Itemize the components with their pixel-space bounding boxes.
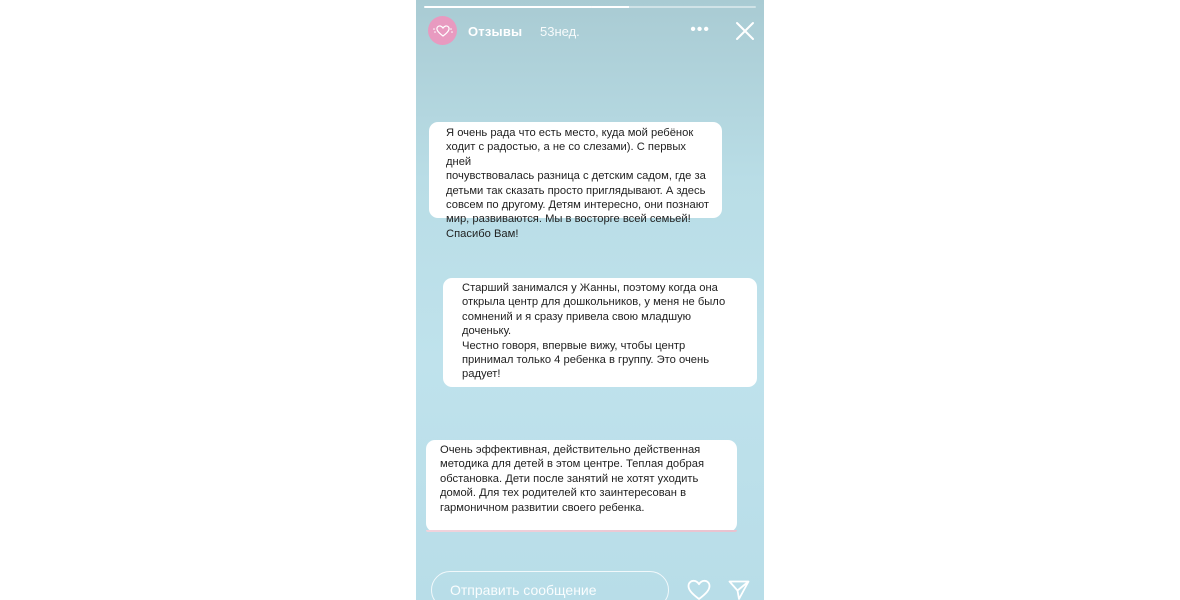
progress-fill-2 bbox=[591, 6, 629, 8]
progress-segment-1 bbox=[424, 6, 592, 8]
progress-segment-2 bbox=[591, 6, 756, 8]
review-bubble-1: Я очень рада что есть место, куда мой ребёнок ходит с радостью, а не со слезами). С первых дней почувствовалась разница с детским садом, где за детьми так сказать просто приглядывают. А здесь совсем по другому. Детям интересно, они познают мир, развиваются. Мы в восторге всей семьей! Спасибо Вам! bbox=[429, 122, 722, 218]
reply-bar bbox=[431, 571, 761, 600]
account-name[interactable]: Отзывы bbox=[468, 24, 523, 39]
send-message-input[interactable] bbox=[431, 571, 669, 600]
progress-fill-1 bbox=[424, 6, 592, 8]
send-icon[interactable] bbox=[728, 579, 750, 600]
review-bubble-3: Очень эффективная, действительно действенная методика для детей в этом центре. Теплая добрая обстановка. Дети после занятий не хотят уходить домой. Для тех родителей кто заинтересован в гармоничном развитии своего ребенка. bbox=[426, 440, 737, 532]
close-icon[interactable] bbox=[734, 20, 756, 42]
heart-icon[interactable] bbox=[687, 579, 711, 600]
review-bubble-2: Старший занимался у Жанны, поэтому когда она открыла центр для дошкольников, у меня не было сомнений и я сразу привела свою младшую доченьку. Честно говоря, впервые вижу, чтобы центр принимал только 4 ребенка в группу. Это очень радует! bbox=[443, 278, 757, 387]
story-header bbox=[428, 16, 756, 46]
timestamp: 53нед. bbox=[540, 24, 580, 39]
more-options-icon[interactable]: ••• bbox=[690, 21, 710, 38]
avatar[interactable] bbox=[428, 16, 457, 45]
hearts-avatar-icon bbox=[432, 24, 454, 38]
story-viewer bbox=[416, 0, 764, 600]
